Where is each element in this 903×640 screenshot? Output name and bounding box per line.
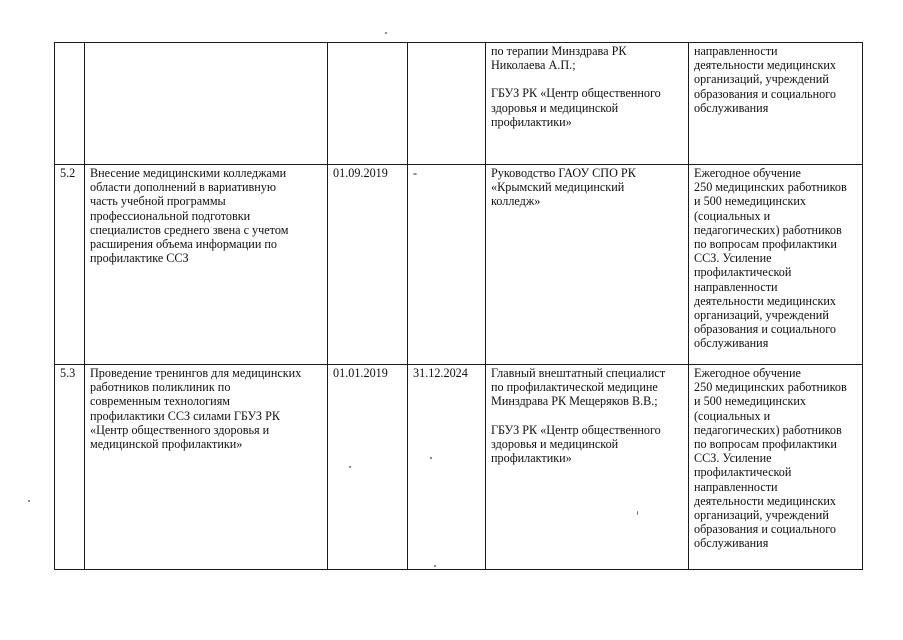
cell-number	[55, 43, 85, 165]
cell-end-date: -	[408, 165, 486, 365]
responsible-entry: Руководство ГАОУ СПО РК «Крымский медицинский колледж»	[491, 166, 636, 209]
table-row	[55, 165, 863, 365]
cell-number: 5.3	[55, 365, 85, 570]
cell-result: Ежегодное обучение 250 медицинских работников и 500 немедицинских (социальных и педагогических) работников по вопросам профилактики ССЗ. Усиление профилактической направленности деятельности медицинских организаций, учреждений образования и социального обслуживания	[689, 165, 863, 365]
cell-result: направленности деятельности медицинских организаций, учреждений образования и социального обслуживания	[689, 43, 863, 165]
activities-table	[54, 42, 863, 570]
cell-start-date: 01.09.2019	[328, 165, 408, 365]
cell-activity: Внесение медицинскими колледжами области дополнений в вариативную часть учебной программы профессиональной подготовки специалистов среднего звена с учетом расширения объема информации по профилактике ССЗ	[85, 165, 328, 365]
responsible-entry: по терапии Минздрава РК Николаева А.П.;	[491, 44, 627, 73]
table-row	[55, 365, 863, 570]
cell-activity	[85, 43, 328, 165]
cell-result: Ежегодное обучение 250 медицинских работников и 500 немедицинских (социальных и педагогических) работников по вопросам профилактики ССЗ. Усиление профилактической направленности деятельности медицинских организаций, учреждений образования и социального обслуживания	[689, 365, 863, 570]
cell-number: 5.2	[55, 165, 85, 365]
cell-responsible	[486, 165, 689, 365]
responsible-entry: ГБУЗ РК «Центр общественного здоровья и медицинской профилактики»	[491, 422, 661, 466]
cell-responsible	[486, 43, 689, 165]
table-row	[55, 43, 863, 165]
cell-responsible	[486, 365, 689, 570]
cell-end-date: 31.12.2024	[408, 365, 486, 570]
cell-start-date: 01.01.2019	[328, 365, 408, 570]
responsible-entry: Главный внештатный специалист по профилактической медицине Минздрава РК Мещеряков В.В.;	[491, 366, 666, 409]
responsible-entry: ГБУЗ РК «Центр общественного здоровья и медицинской профилактики»	[491, 86, 661, 129]
cell-activity: Проведение тренингов для медицинских работников поликлиник по современным технологиям профилактики ССЗ силами ГБУЗ РК «Центр общественного здоровья и медицинской профилактики»	[85, 365, 328, 570]
cell-start-date	[328, 43, 408, 165]
cell-end-date	[408, 43, 486, 165]
